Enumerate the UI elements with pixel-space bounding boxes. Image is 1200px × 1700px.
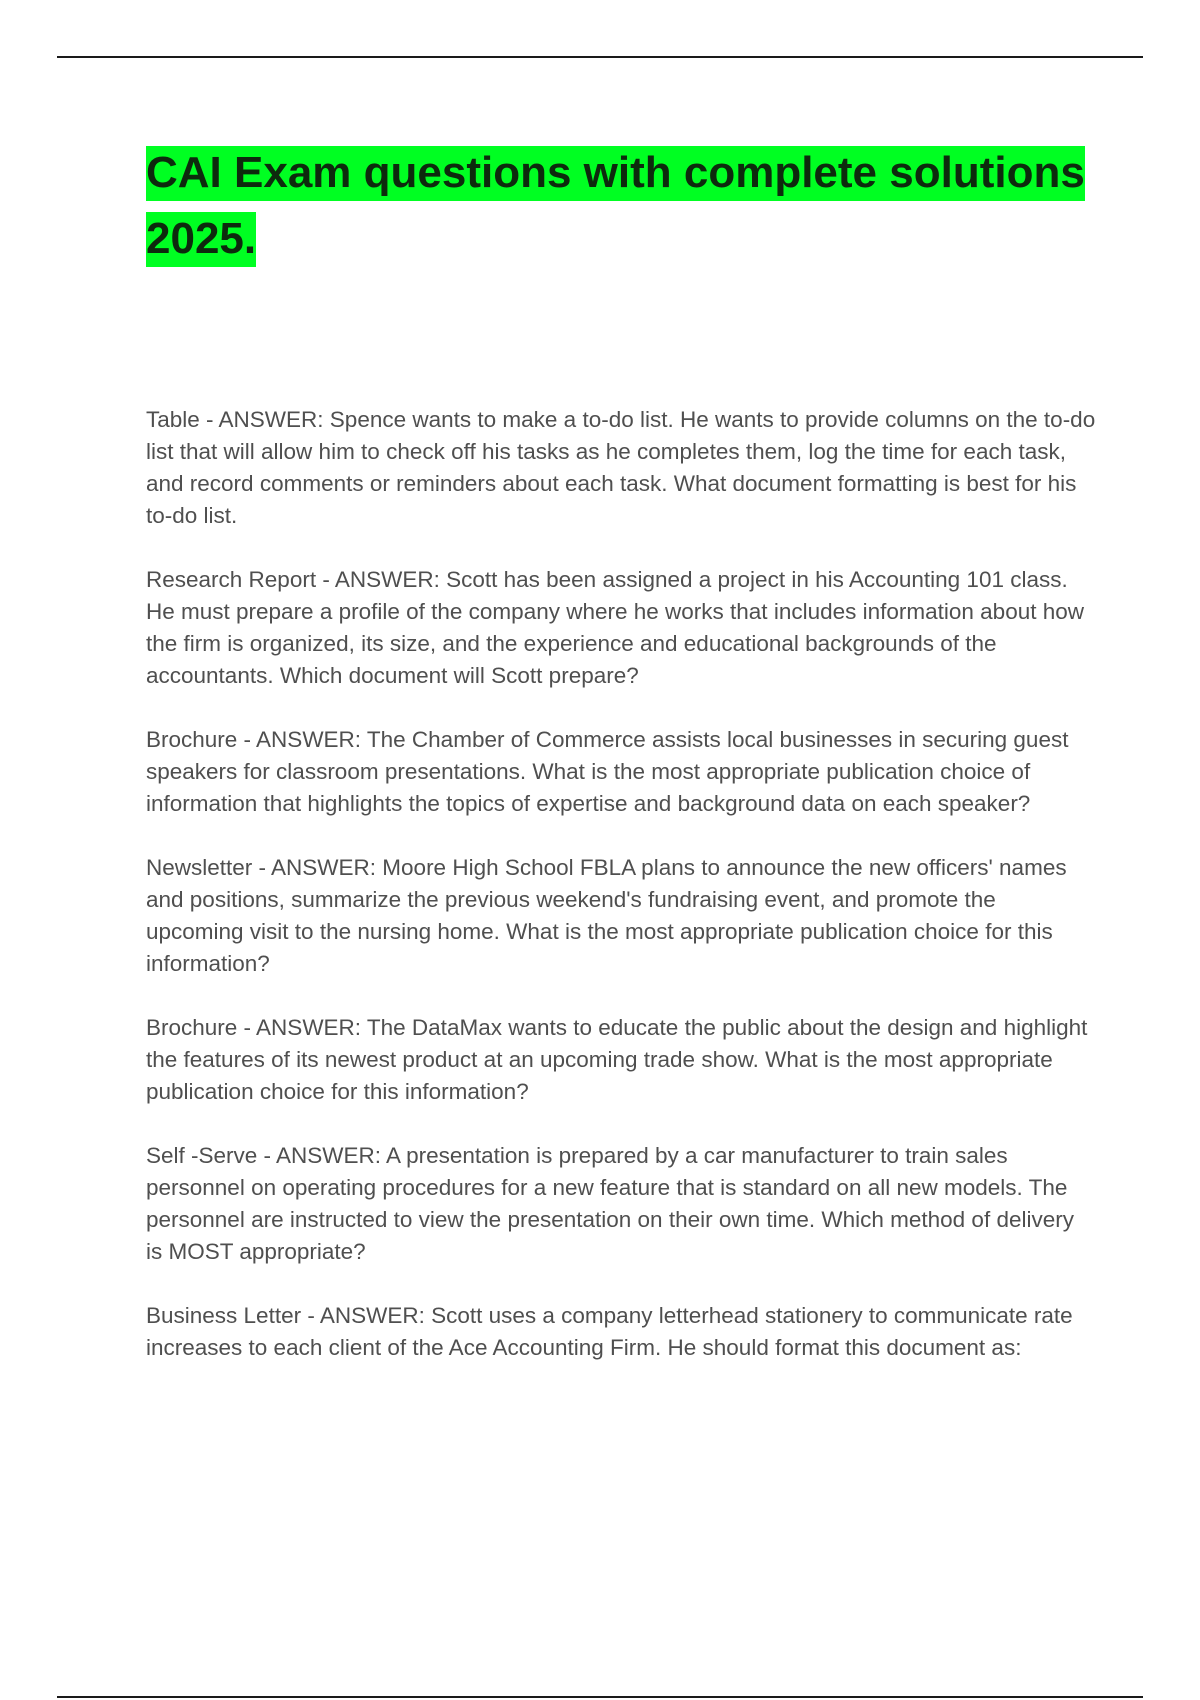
top-rule [57,56,1143,58]
qa-item-self-serve: Self -Serve - ANSWER: A presentation is prepared by a car manufacturer to train sales personnel on operating procedures for a new feature that is standard on all new models. The personnel are instructed to view the presentation on their own time. Which method of delivery is MOST appropriate? [146,1143,1074,1264]
bottom-rule [57,1696,1143,1698]
qa-item-brochure-datamax: Brochure - ANSWER: The DataMax wants to educate the public about the design and highlight the features of its newest product at an upcoming trade show. What is the most appropriate publication choice for this information? [146,1015,1088,1104]
qa-list [146,404,1096,1396]
qa-item-table: Table - ANSWER: Spence wants to make a to-do list. He wants to provide columns on the to-do list that will allow him to check off his tasks as he completes them, log the time for each task, and record comments or reminders about each task. What document formatting is best for his to-do list. [146,407,1096,528]
qa-item-brochure-chamber: Brochure - ANSWER: The Chamber of Commerce assists local businesses in securing guest speakers for classroom presentations. What is the most appropriate publication choice of information that highlights the topics of expertise and background data on each speaker? [146,727,1069,816]
qa-item-research-report: Research Report - ANSWER: Scott has been assigned a project in his Accounting 101 class. He must prepare a profile of the company where he works that includes information about how the firm is organized, its size, and the experience and educational backgrounds of the accountants. Which document will Scott prepare? [146,567,1085,688]
title-highlight: CAI Exam questions with complete solutions 2025. [146,146,1085,267]
document-title [146,140,1146,272]
qa-item-business-letter: Business Letter - ANSWER: Scott uses a company letterhead stationery to communicate rate increases to each client of the Ace Accounting Firm. He should format this document as: [146,1303,1073,1360]
qa-item-newsletter: Newsletter - ANSWER: Moore High School FBLA plans to announce the new officers' names and positions, summarize the previous weekend's fundraising event, and promote the upcoming visit to the nursing home. What is the most appropriate publication choice for this information? [146,855,1067,976]
